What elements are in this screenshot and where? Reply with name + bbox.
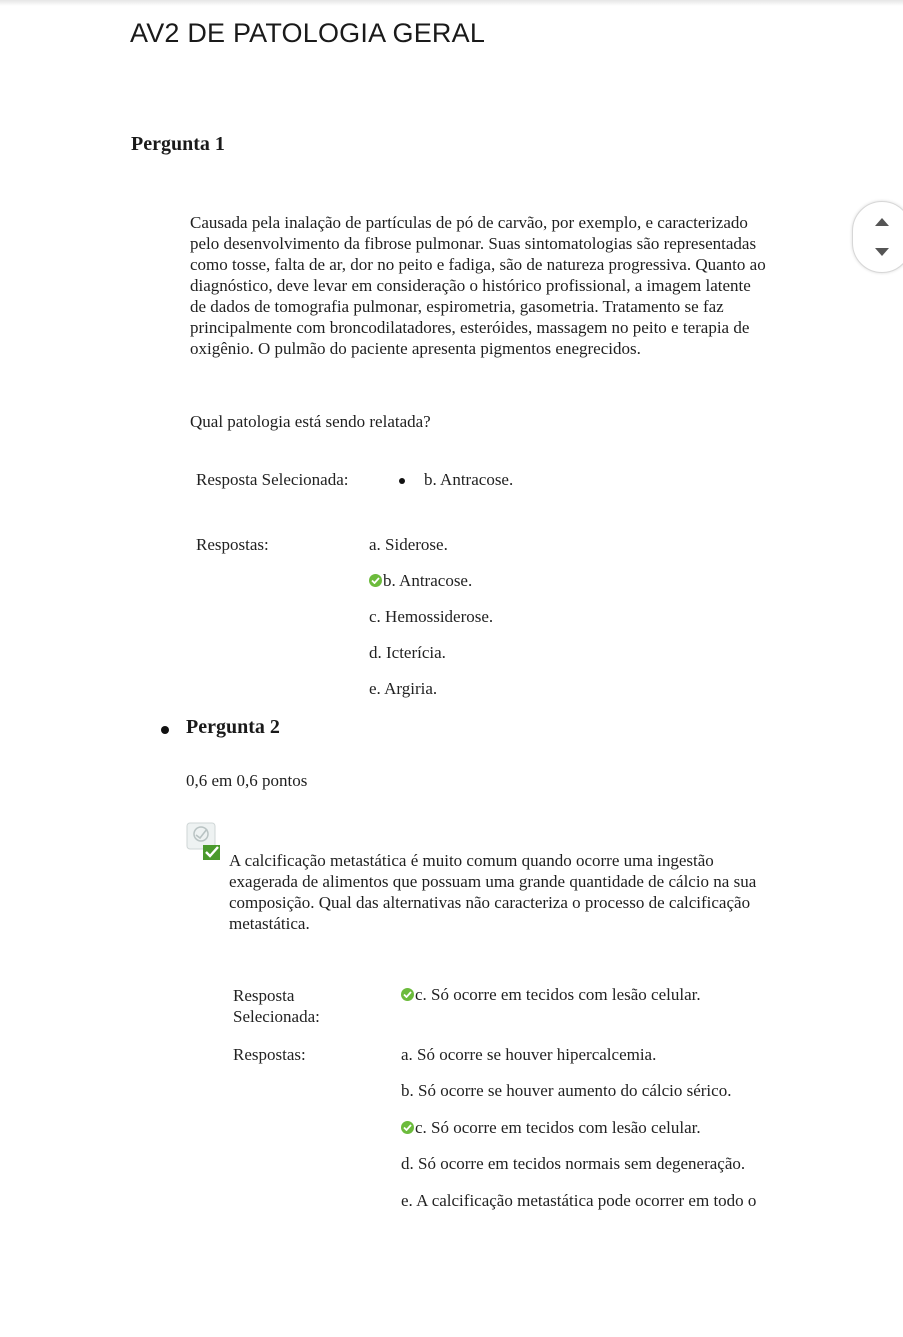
top-shadow (0, 0, 903, 6)
question-1-line: de dados de tomografia pulmonar, espirometria, gasometria. Tratamento se faz (190, 297, 724, 316)
selected-answer-label (233, 985, 320, 1027)
bullet-icon (399, 478, 405, 484)
question-1-line: como tosse, falta de ar, dor no peito e fadiga, são de natureza progressiva. Quanto ao (190, 255, 766, 274)
question-2-score: 0,6 em 0,6 pontos (186, 771, 308, 790)
question-1-line: diagnóstico, deve levar em consideração o histórico profissional, a imagem latente (190, 276, 751, 295)
answer-option: e. Argiria. (369, 679, 438, 698)
answers-label: Respostas: (233, 1045, 306, 1064)
answer-option-correct (401, 1118, 701, 1138)
question-2-line: metastática. (229, 914, 310, 933)
selected-answer-text: c. Só ocorre em tecidos com lesão celular. (415, 985, 701, 1004)
check-circle-icon (401, 988, 414, 1001)
question-2-heading: Pergunta 2 (186, 716, 280, 738)
page-title: AV2 DE PATOLOGIA GERAL (130, 18, 486, 48)
bullet-icon (161, 726, 169, 734)
check-circle-icon (401, 1121, 414, 1134)
answer-option-text: c. Só ocorre em tecidos com lesão celular. (415, 1118, 701, 1137)
selected-answer-label-line: Resposta (233, 986, 295, 1005)
question-1-line: principalmente com broncodilatadores, esteróides, massagem no peito e terapia de (190, 318, 750, 337)
arrow-down-icon[interactable] (875, 248, 889, 256)
scroll-control[interactable] (852, 201, 903, 273)
answers-label: Respostas: (196, 535, 269, 554)
answer-option: e. A calcificação metastática pode ocorrer em todo o (401, 1191, 757, 1210)
question-1-text (190, 212, 830, 359)
answer-option: c. Hemossiderose. (369, 607, 494, 626)
answer-option: b. Só ocorre se houver aumento do cálcio sérico. (401, 1081, 732, 1100)
answer-option-correct (369, 571, 472, 591)
arrow-up-icon[interactable] (875, 218, 889, 226)
selected-answer-value: b. Antracose. (424, 470, 514, 489)
answer-option: d. Só ocorre em tecidos normais sem degeneração. (401, 1154, 746, 1173)
question-1-prompt: Qual patologia está sendo relatada? (190, 412, 431, 431)
question-2-line: composição. Qual das alternativas não caracteriza o processo de calcificação (229, 893, 751, 912)
question-2-text (229, 850, 829, 934)
check-circle-icon (369, 574, 382, 587)
selected-answer-label: Resposta Selecionada: (196, 470, 349, 489)
question-1-heading: Pergunta 1 (131, 133, 225, 155)
question-1-line: oxigênio. O pulmão do paciente apresenta pigmentos enegrecidos. (190, 339, 641, 358)
correct-checkbox-icon (186, 822, 226, 862)
selected-answer-value (401, 985, 701, 1005)
question-2-line: A calcificação metastática é muito comum quando ocorre uma ingestão (229, 851, 714, 870)
answer-option-text: b. Antracose. (383, 571, 473, 590)
answer-option: a. Siderose. (369, 535, 448, 554)
answer-option: a. Só ocorre se houver hipercalcemia. (401, 1045, 657, 1064)
question-1-line: Causada pela inalação de partículas de pó de carvão, por exemplo, e caracterizado (190, 213, 748, 232)
question-2-line: exagerada de alimentos que possuam uma grande quantidade de cálcio na sua (229, 872, 757, 891)
selected-answer-label-line: Selecionada: (233, 1007, 320, 1026)
question-1-line: pelo desenvolvimento da fibrose pulmonar. Suas sintomatologias são representadas (190, 234, 757, 253)
answer-option: d. Icterícia. (369, 643, 446, 662)
